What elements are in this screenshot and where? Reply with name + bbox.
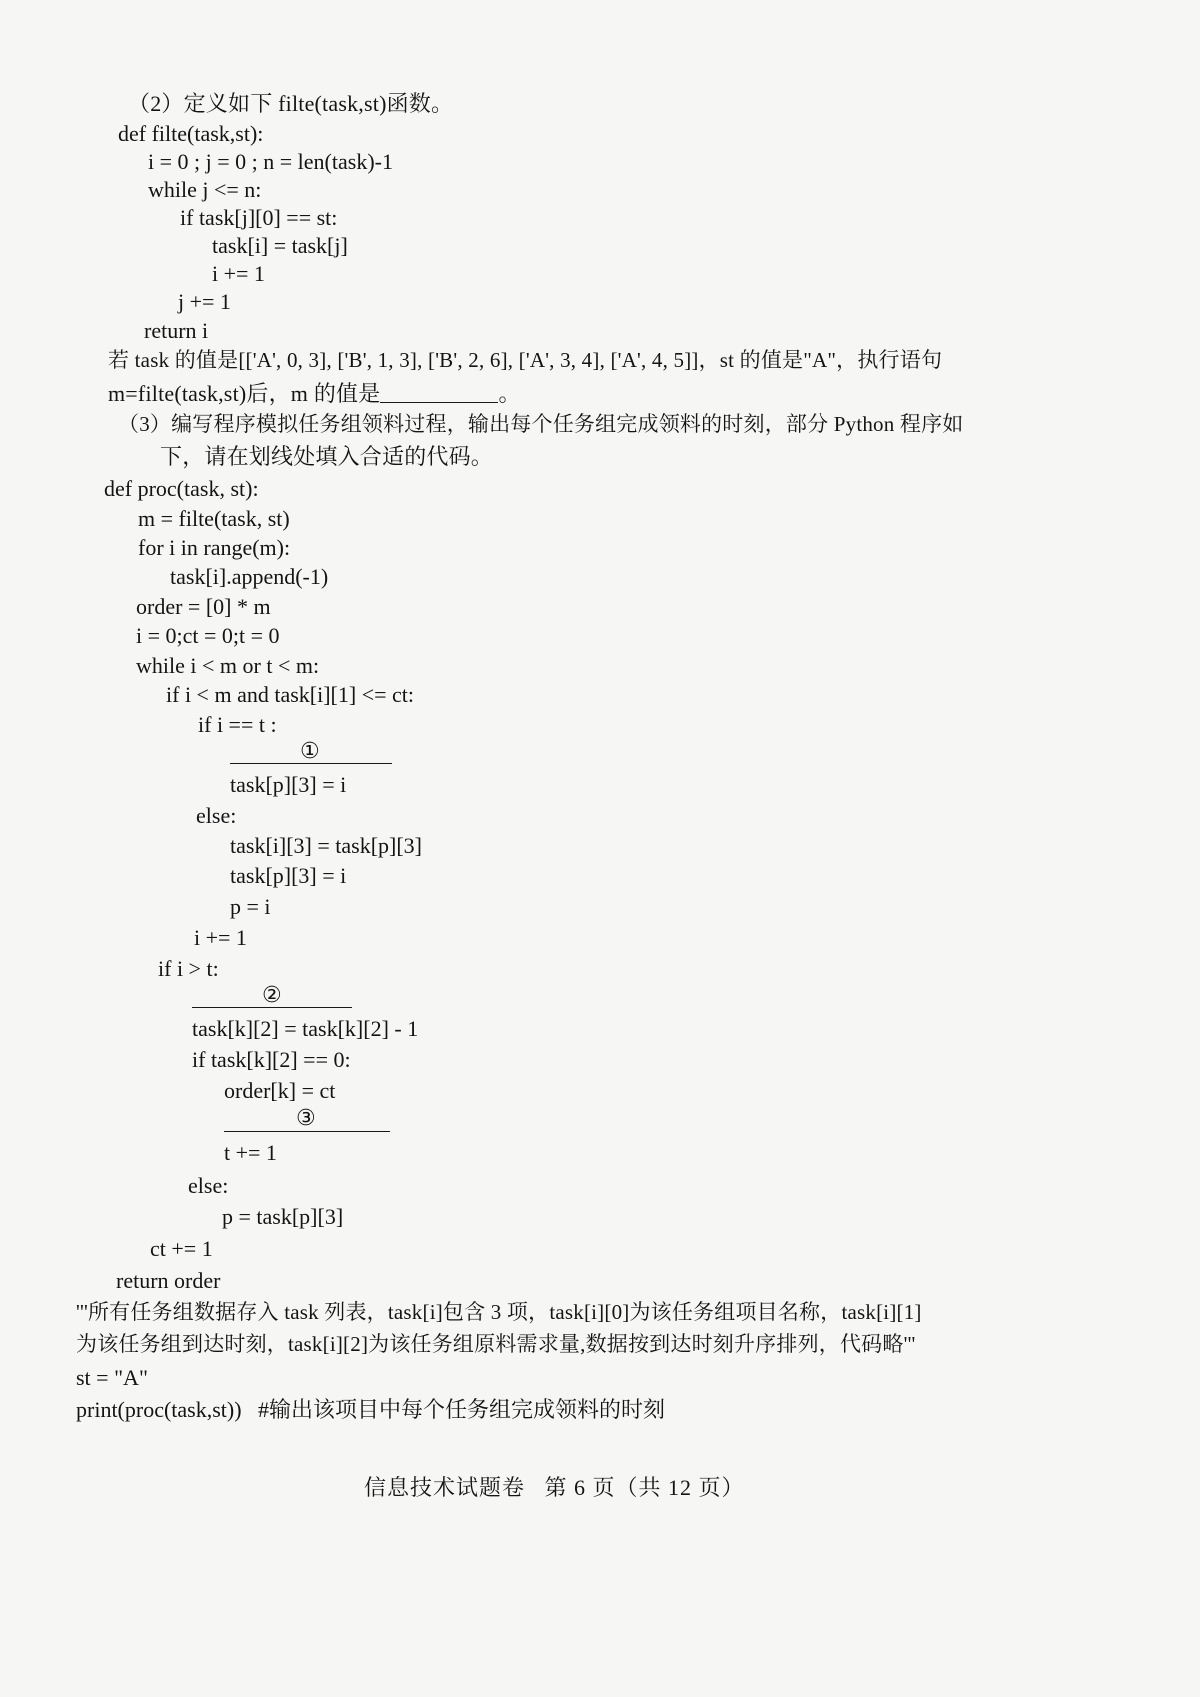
part3-heading: 下，请在划线处填入合适的代码。 [160, 444, 494, 469]
code-line: t += 1 [224, 1140, 277, 1165]
code-line: return order [116, 1268, 221, 1293]
blank-marker-2: ② [262, 983, 282, 1008]
question-text: 。 [498, 381, 521, 406]
code-line: i += 1 [194, 925, 247, 950]
question-text-line2 [108, 382, 521, 405]
code-line: if i < m and task[i][1] <= ct: [166, 682, 414, 707]
code-line: m = filte(task, st) [138, 506, 290, 531]
code-line: order[k] = ct [224, 1078, 336, 1103]
code-line: p = i [230, 894, 271, 919]
fill-blank-1[interactable] [230, 763, 392, 764]
blank-marker-1: ① [300, 739, 320, 764]
code-line: if task[j][0] == st: [180, 205, 338, 230]
code-line: ct += 1 [150, 1236, 213, 1261]
code-line: p = task[p][3] [222, 1204, 344, 1229]
question-text: 若 task 的值是[['A', 0, 3], ['B', 1, 3], ['B', 2, 6], ['A', 3, 4], ['A', 4, 5]]，st 的值是"A"，执行语句 [108, 348, 943, 372]
code-line: else: [196, 803, 237, 828]
code-line: if task[k][2] == 0: [192, 1047, 351, 1072]
part2-heading: （2）定义如下 filte(task,st)函数。 [128, 91, 454, 116]
code-line: task[p][3] = i [230, 863, 347, 888]
code-line: if i > t: [158, 956, 219, 981]
code-line: task[k][2] = task[k][2] - 1 [192, 1016, 419, 1041]
code-line: st = "A" [76, 1365, 148, 1390]
code-line: for i in range(m): [138, 535, 291, 560]
code-line: j += 1 [178, 289, 231, 314]
code-line: while j <= n: [148, 177, 262, 202]
part3-heading: （3）编写程序模拟任务组领料过程，输出每个任务组完成领料的时刻，部分 Python 程序如 [118, 412, 964, 436]
code-line: task[i][3] = task[p][3] [230, 833, 423, 858]
code-line: if i == t : [198, 712, 277, 737]
code-line: return i [144, 318, 209, 343]
code-line: i += 1 [212, 261, 265, 286]
comment-line: '''所有任务组数据存入 task 列表，task[i]包含 3 项，task[i][0]为该任务组项目名称，task[i][1] [76, 1300, 922, 1324]
code-line: task[i] = task[j] [212, 233, 348, 258]
code-line: task[p][3] = i [230, 772, 347, 797]
code-line: def filte(task,st): [118, 121, 264, 146]
question-text: m=filte(task,st)后，m 的值是 [108, 381, 381, 406]
code-line: order = [0] * m [136, 594, 271, 619]
code-line: print(proc(task,st)) #输出该项目中每个任务组完成领料的时刻 [76, 1397, 666, 1422]
code-line: task[i].append(-1) [170, 564, 329, 589]
comment-line: 为该任务组到达时刻，task[i][2]为该任务组原料需求量,数据按到达时刻升序排列，代码略''' [76, 1332, 916, 1356]
code-line: i = 0;ct = 0;t = 0 [136, 623, 280, 648]
code-line: else: [188, 1173, 229, 1198]
fill-blank-2[interactable] [192, 1007, 352, 1008]
code-line: while i < m or t < m: [136, 653, 320, 678]
code-line: def proc(task, st): [104, 476, 259, 501]
page-footer: 信息技术试题卷 第 6 页（共 12 页） [364, 1475, 745, 1500]
answer-blank[interactable] [380, 382, 498, 403]
blank-marker-3: ③ [296, 1106, 316, 1131]
fill-blank-3[interactable] [224, 1131, 390, 1132]
code-line: i = 0 ; j = 0 ; n = len(task)-1 [148, 149, 393, 174]
